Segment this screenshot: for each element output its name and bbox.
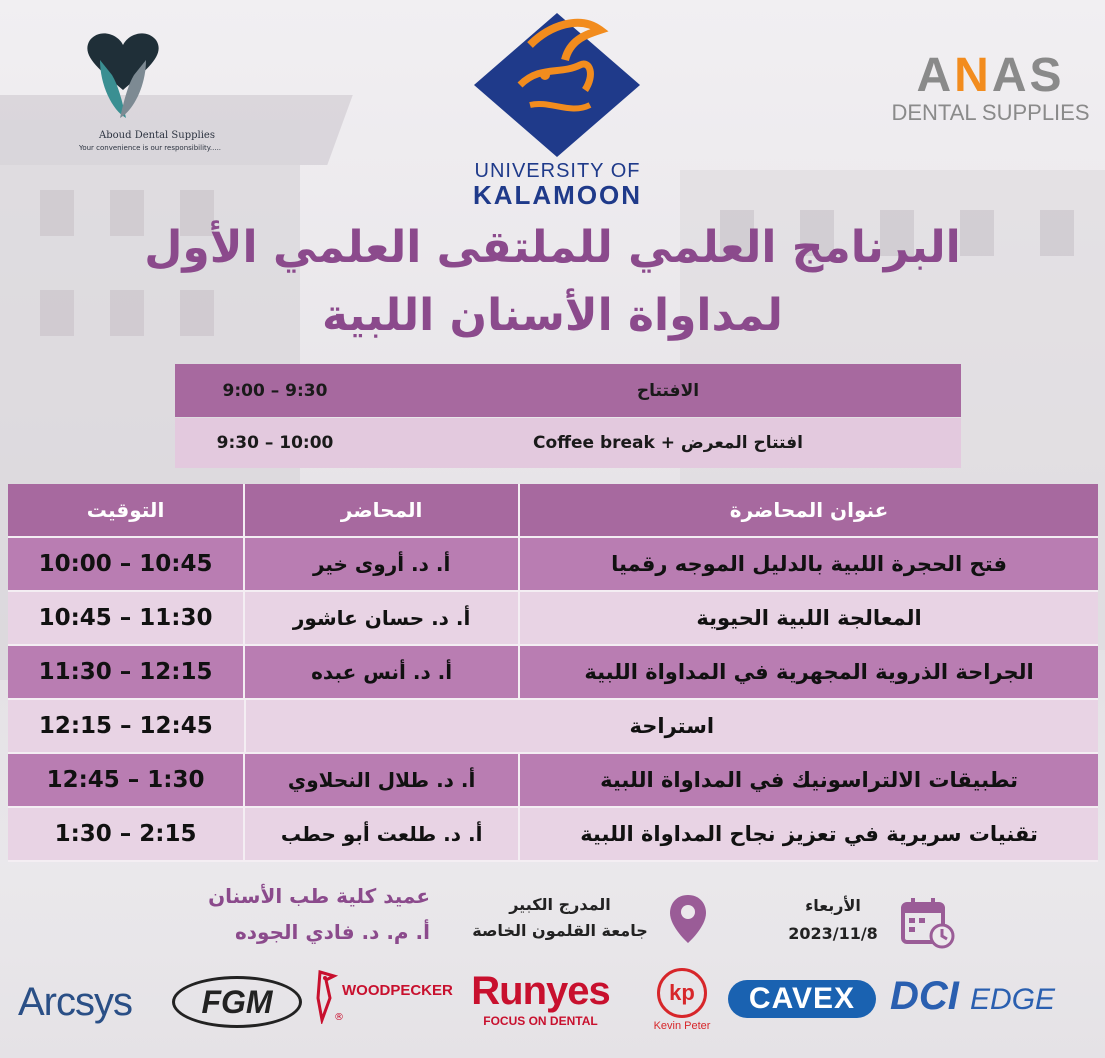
anas-letter-n: N	[954, 49, 992, 102]
exhibition-label: افتتاح المعرض + Coffee break	[533, 433, 803, 453]
calendar-clock-icon	[900, 896, 956, 950]
opening-row	[175, 364, 961, 417]
lecture-time: 10:00 – 10:45	[38, 551, 213, 577]
opening-time: 9:00 – 9:30	[222, 380, 328, 401]
lecturer-name: أ. د. أروى خير	[243, 538, 520, 590]
schedule-table	[8, 484, 1098, 862]
exhibition-row	[175, 418, 961, 468]
lecture-title: فتح الحجرة اللبية بالدليل الموجه رقميا	[611, 552, 1008, 576]
lecture-title: تقنيات سريرية في تعزيز نجاح المداواة اللبية	[580, 822, 1038, 846]
lecture-time: 10:45 – 11:30	[38, 605, 213, 631]
page-title-line2: لمداواة الأسنان اللبية	[322, 290, 783, 341]
dean-title: عميد كلية طب الأسنان	[208, 884, 430, 908]
table-row	[8, 754, 1098, 808]
anas-letter-a: A	[916, 49, 955, 102]
page-title-line1: البرنامج العلمي للملتقى العلمي الأول	[144, 222, 961, 273]
fgm-logo: FGM	[172, 976, 302, 1028]
anas-logo	[888, 49, 1093, 137]
dean-name: أ. م. د. فادي الجوده	[234, 920, 430, 944]
header-title: عنوان المحاضرة	[729, 498, 889, 522]
lecturer-name: أ. د. أنس عبده	[243, 646, 520, 698]
aboud-logo	[60, 30, 230, 160]
header-time: التوقيت	[86, 498, 165, 522]
date-info	[770, 892, 896, 948]
lecture-title: الجراحة الذروية المجهرية في المداواة اللبية	[584, 660, 1034, 684]
lecturer-name: أ. د. طلعت أبو حطب	[243, 808, 520, 860]
university-logo	[470, 5, 645, 210]
opening-label: الافتتاح	[636, 380, 700, 401]
table-row	[8, 808, 1098, 862]
lecture-title: المعالجة اللبية الحيوية	[696, 606, 922, 630]
runyes-logo	[448, 968, 633, 1032]
location-pin-icon	[668, 893, 708, 945]
lecturer-name: أ. د. حسان عاشور	[243, 592, 520, 644]
dci-main: DCI	[890, 974, 959, 1018]
dci-edge-logo	[890, 974, 1055, 1019]
dci-edge: EDGE	[970, 983, 1056, 1016]
table-row	[8, 646, 1098, 700]
woodpecker-reg: ®	[334, 1012, 344, 1023]
woodpecker-name: WOODPECKER	[342, 982, 453, 999]
break-row	[8, 700, 1098, 754]
kp-name: Kevin Peter	[653, 1020, 711, 1032]
exhibition-time: 9:30 – 10:00	[216, 433, 334, 453]
lecturer-name: أ. د. طلال النحلاوي	[243, 754, 520, 806]
runyes-name: Runyes	[471, 969, 610, 1013]
venue-info	[460, 892, 660, 944]
university-name-line2: KALAMOON	[472, 180, 643, 210]
tooth-heart-icon	[60, 30, 230, 130]
lecture-title: تطبيقات الالتراسونيك في المداواة اللبية	[600, 768, 1019, 792]
anas-subtitle: DENTAL SUPPLIES	[891, 100, 1090, 125]
break-label: استراحة	[244, 700, 1098, 752]
aboud-name: Aboud Dental Supplies	[99, 130, 215, 141]
lecture-time: 11:30 – 12:15	[38, 659, 213, 685]
runyes-tagline: FOCUS ON DENTAL	[483, 1014, 598, 1028]
dean-info	[160, 878, 430, 950]
table-row	[8, 592, 1098, 646]
arcsys-logo: Arcsys	[18, 980, 132, 1024]
venue-university: جامعة القلمون الخاصة	[472, 921, 648, 940]
lecture-time: 12:45 – 1:30	[46, 767, 205, 793]
kp-mark: kp	[657, 968, 707, 1018]
aboud-tagline: Your convenience is our responsibility.....	[78, 144, 222, 152]
table-header	[8, 484, 1098, 538]
venue-hall: المدرج الكبير	[509, 895, 611, 914]
woodpecker-logo	[308, 968, 453, 1028]
cavex-logo: CAVEX	[728, 980, 876, 1018]
break-time: 12:15 – 12:45	[38, 713, 213, 739]
university-name-line1: UNIVERSITY OF	[474, 160, 641, 182]
event-day: الأربعاء	[805, 896, 861, 915]
header-lecturer: المحاضر	[243, 484, 520, 536]
anas-letters-as: AS	[991, 49, 1065, 102]
calligraphy-emblem-icon	[470, 5, 645, 160]
event-date: 2023/11/8	[788, 924, 878, 943]
lecture-time: 1:30 – 2:15	[54, 821, 197, 847]
kevin-peter-logo	[640, 968, 724, 1034]
table-row	[8, 538, 1098, 592]
